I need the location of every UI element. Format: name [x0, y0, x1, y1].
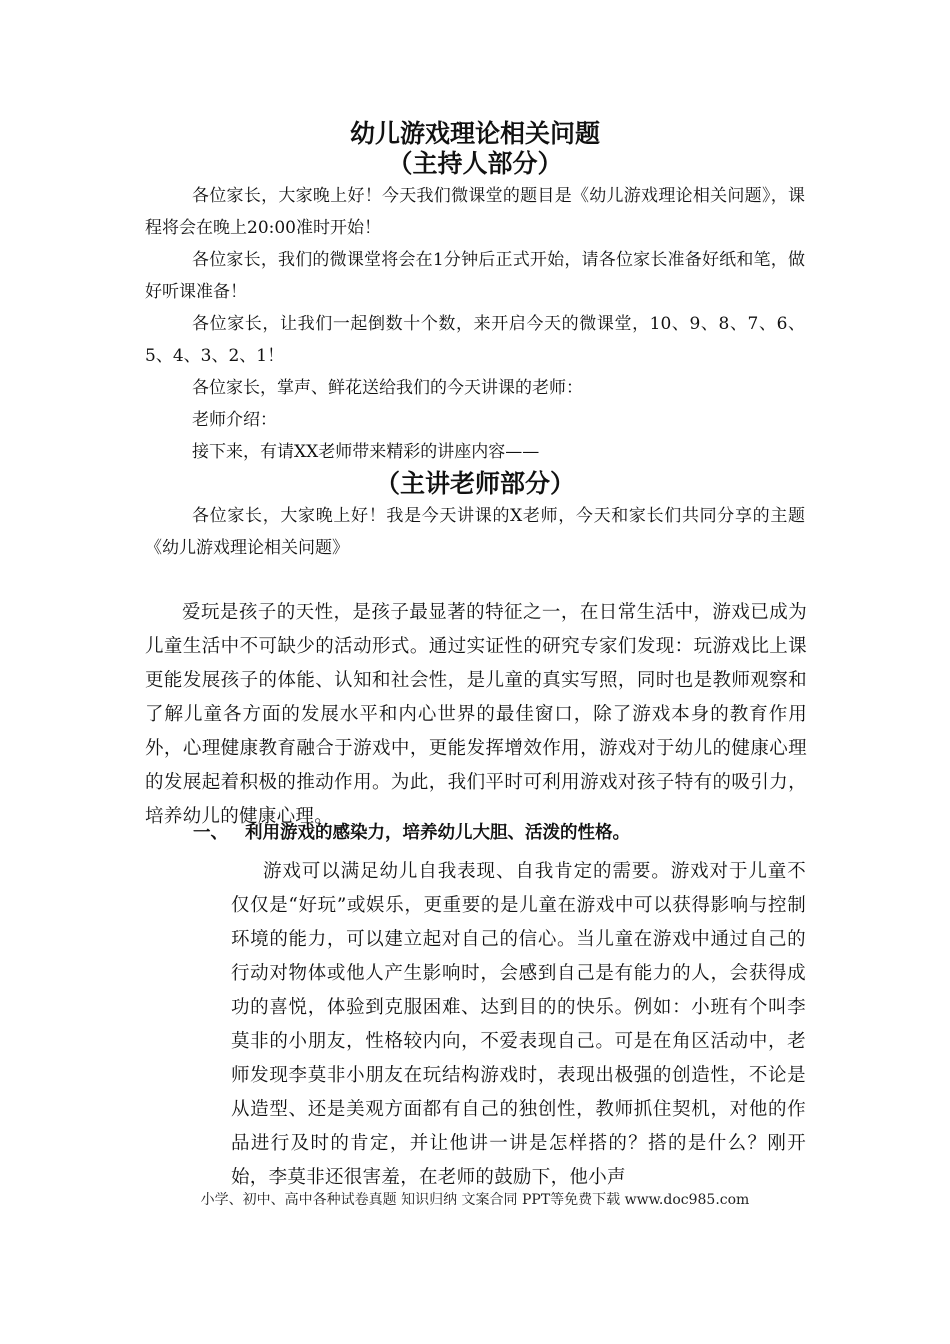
host-paragraph-6: 接下来，有请XX老师带来精彩的讲座内容—— — [192, 442, 540, 462]
section-one-body: 游戏可以满足幼儿自我表现、自我肯定的需要。游戏对于儿童不仅仅是“好玩”或娱乐，更重要的是儿童在游戏中可以获得影响与控制环境的能力，可以建立起对自己的信心。当儿童在游戏中通过自己的行动对物体或他人产生影响时，会感到自己是有能力的人，会获得成功的喜悦，体验到克服困难、达到目的的快乐。例如：小班有个叫李莫非的小朋友，性格较内向，不爱表现自己。可是在角区活动中，老师发现李莫非小朋友在玩结构游戏时，表现出极强的创造性，不论是从造型、还是美观方面都有自己的独创性，教师抓住契机，对他的作品进行及时的肯定，并让他讲一讲是怎样搭的？搭的是什么？刚开始，李莫非还很害羞，在老师的鼓励下，他小声 — [231, 861, 806, 1188]
host-paragraph-4: 各位家长，掌声、鲜花送给我们的今天讲课的老师： — [192, 378, 583, 398]
host-paragraph-2: 各位家长，我们的微课堂将会在1分钟后正式开始，请各位家长准备好纸和笔，做好听课准备！ — [145, 250, 805, 302]
host-paragraph-5: 老师介绍： — [192, 410, 277, 430]
document-title: 幼儿游戏理论相关问题 — [349, 119, 600, 148]
lecturer-section-title: （主讲老师部分） — [374, 469, 575, 498]
page-footer: 小学、初中、高中各种试卷真题 知识归纳 文案合同 PPT等免费下载 www.doc985.com — [200, 1192, 750, 1208]
body-paragraph: 爱玩是孩子的天性，是孩子最显著的特征之一，在日常生活中，游戏已成为儿童生活中不可缺少的活动形式。通过实证性的研究专家们发现：玩游戏比上课更能发展孩子的体能、认知和社会性，是儿童的真实写照，同时也是教师观察和了解儿童各方面的发展水平和内心世界的最佳窗口，除了游戏本身的教育作用外，心理健康教育融合于游戏中，更能发挥增效作用，游戏对于幼儿的健康心理的发展起着积极的推动作用。为此，我们平时可利用游戏对孩子特有的吸引力，培养幼儿的健康心理。 — [145, 602, 807, 827]
section-heading-number: 一、 — [193, 823, 228, 843]
section-heading-one — [193, 817, 630, 849]
host-paragraph-1: 各位家长，大家晚上好！今天我们微课堂的题目是《幼儿游戏理论相关问题》，课程将会在晚上20:00准时开始！ — [145, 186, 805, 238]
section-heading-text: 利用游戏的感染力，培养幼儿大胆、活泼的性格。 — [245, 823, 630, 843]
host-section-title: （主持人部分） — [387, 149, 563, 178]
host-paragraph-3: 各位家长，让我们一起倒数十个数，来开启今天的微课堂，10、9、8、7、6、5、4、3、2、1！ — [145, 314, 805, 366]
lecturer-intro: 各位家长，大家晚上好！我是今天讲课的X老师，今天和家长们共同分享的主题《幼儿游戏理论相关问题》 — [145, 506, 805, 558]
